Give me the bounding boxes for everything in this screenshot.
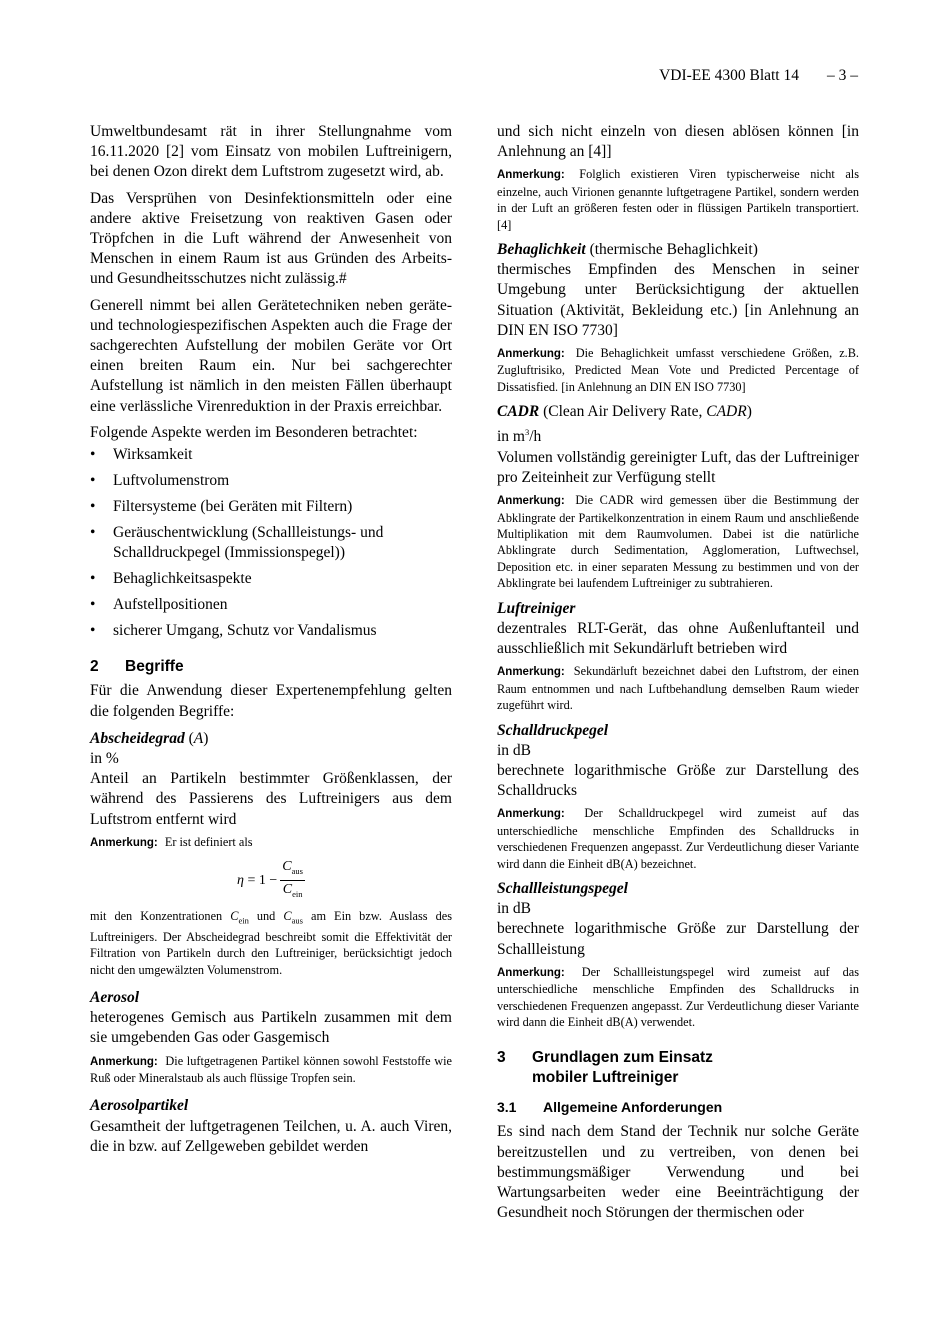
right-column bbox=[497, 122, 859, 1223]
term-note: Anmerkung: Der Schallleistungspegel wird zumeist auf das unterschiedliche menschliche Empfinden des Schalldrucks in verschiedenen Frequenzen angepasst. Zur Verdeutlichung dieser Variante wird dann die Einheit dB(A) verwendet. bbox=[497, 964, 859, 1029]
term-abscheidegrad: Abscheidegrad (A) bbox=[90, 729, 209, 747]
term-note: Anmerkung: Die CADR wird gemessen über die Bestimmung der Abklingrate der Partikelkonzentration in einem Raum und anschließende Multiplikation mit dem Raumvolumen. Dabei ist die natürliche Abklingrate durch Sedimentation, Agglomeration, Luftwechsel, Deposition etc. in einer separaten Messung zu bestimmen und von der Abklingrate bei laufendem Luftreiniger zu subtrahieren. bbox=[497, 493, 859, 591]
term-note: Anmerkung: Sekundärluft bezeichnet dabei den Luftstrom, der einen Raum entnommen und nach Luftbehandlung demselben Raum wieder zugeführt wird. bbox=[497, 664, 859, 713]
term-definition: thermisches Empfinden des Menschen in seiner Umgebung unter Berücksichtigung der aktuellen Situation (Aktivität, Bekleidung etc.) [in Anlehnung an DIN EN ISO 7730] bbox=[497, 261, 859, 339]
term-definition: Anteil an Partikeln bestimmter Größenklassen, der während des Passierens des Luftreinigers aus dem Luftstrom entfernt wird bbox=[90, 770, 452, 828]
list-item: • Geräuschentwicklung (Schallleistungs- und Schalldruckpegel (Immissionspegel)) bbox=[90, 524, 384, 562]
begriffe-intro: Für die Anwendung dieser Expertenempfehlung gelten die folgenden Begriffe: bbox=[90, 682, 452, 720]
term-unit: in dB bbox=[497, 900, 532, 918]
bullet-icon: • bbox=[90, 524, 96, 542]
bullet-icon: • bbox=[90, 622, 96, 640]
term-aerosol: Aerosol bbox=[90, 988, 140, 1006]
list-item: • Wirksamkeit bbox=[90, 445, 452, 465]
list-item: • sicherer Umgang, Schutz vor Vandalismus bbox=[90, 621, 452, 641]
term-unit: in $m^3/h$ bbox=[497, 427, 542, 446]
left-column bbox=[90, 122, 452, 1157]
aspect-list bbox=[90, 445, 452, 641]
list-item: • Aufstellpositionen bbox=[90, 595, 452, 615]
paragraph-umweltbundesamt: Umweltbundesamt rät in ihrer Stellungnahme vom 16.11.2020 [2] vom Einsatz von mobilen Luftreinigern, bei denen Ozon direkt dem Luftstrom zugesetzt wird, ab. bbox=[90, 123, 452, 181]
term-note-continued: mit den Konzentrationen $C_{ein}$ und $C_{aus}$ am Ein bzw. Auslass des Luftreinigers. Der Abscheidegrad beschreibt somit die Effektivität der Filtration von Partikeln durch den Luftreiniger, berücksichtigt jedoch nicht den umgewälzten Volumenstrom. bbox=[90, 908, 453, 977]
paragraph-desinfektion: Das Versprühen von Desinfektionsmitteln oder eine andere aktive Freisetzung von reaktiven Gasen oder Tröpfchen in die Luft während der Anwesenheit von Menschen in einem Raum ist aus Gründen des Arbeits- und Gesundheitsschutzes nicht zulässig.# bbox=[90, 189, 452, 288]
term-definition: dezentrales RLT-Gerät, das ohne Außenluftanteil und ausschließlich mit Sekundärluft betrieben wird bbox=[497, 619, 859, 658]
term-definition: berechnete logarithmische Größe zur Darstellung der Schallleistung bbox=[497, 920, 859, 958]
paragraph-aufstellung: Generell nimmt bei allen Gerätetechniken neben geräte- und technologiespezifischen Aspekten auch die Frage der sachgerechten Aufstellung der mobilen Geräte vor Ort einen breiten Raum ein. Nur bei sachgerechter Aufstellung ist nämlich in den meisten Fällen überhaupt eine verlässliche Virenreduktion in der Praxis erreichbar. bbox=[90, 296, 452, 415]
bullet-icon: • bbox=[90, 570, 96, 588]
bullet-icon: • bbox=[90, 498, 96, 516]
bullet-icon: • bbox=[90, 472, 96, 490]
term-cadr: CADR (Clean Air Delivery Rate, CADR) bbox=[497, 403, 752, 421]
list-item: • Luftvolumenstrom bbox=[90, 471, 452, 491]
term-note: Anmerkung: Er ist definiert als bbox=[90, 834, 253, 849]
term-definition: Volumen vollständig gereinigter Luft, das der Luftreiniger pro Zeiteinheit zur Verfügung stellt bbox=[497, 448, 859, 487]
term-behaglichkeit: Behaglichkeit (thermische Behaglichkeit) bbox=[497, 241, 758, 259]
page-header bbox=[659, 67, 858, 85]
paragraph-aspekte-intro: Folgende Aspekte werden im Besonderen betrachtet: bbox=[90, 423, 418, 441]
term-note: Anmerkung: Die Behaglichkeit umfasst verschiedene Größen, z.B. Zugluftrisiko, Predicted Mean Vote und Predicted Percentage of Dissatisfied. [in Anlehnung an DIN EN ISO 7730] bbox=[497, 346, 859, 394]
term-definition-continued: und sich nicht einzeln von diesen ablösen können [in Anlehnung an [4]] bbox=[497, 123, 859, 161]
term-definition: berechnete logarithmische Größe zur Darstellung des Schalldrucks bbox=[497, 761, 859, 800]
term-unit: in dB bbox=[497, 741, 532, 759]
term-schalldruckpegel: Schalldruckpegel bbox=[497, 721, 609, 739]
term-aerosolpartikel: Aerosolpartikel bbox=[90, 1097, 189, 1115]
paragraph-anforderungen: Es sind nach dem Stand der Technik nur solche Geräte bereitzustellen und zu vertreiben, von denen bei bestimmungsmäßiger Verwendung und bei Wartungsarbeiten weder eine Beeinträchtigung der Gesundheit noch Störungen der thermischen oder bbox=[497, 1123, 859, 1222]
term-unit: in % bbox=[90, 750, 119, 768]
term-schallleistungspegel: Schallleistungspegel bbox=[497, 879, 628, 897]
term-note: Anmerkung: Folglich existieren Viren typischerweise nicht als einzelne, auch Virionen genannte luftgetragene Partikel, sondern werden in der Luft an größeren festen oder in flüssigen Partikeln transportiert. [4] bbox=[497, 167, 860, 232]
section-heading-grundlagen: 3 Grundlagen zum Einsatz mobiler Luftreiniger bbox=[497, 1049, 713, 1087]
term-definition: heterogenes Gemisch aus Partikeln zusammen mit dem sie umgebenden Gas oder Gasgemisch bbox=[90, 1009, 452, 1047]
bullet-icon: • bbox=[90, 446, 96, 464]
term-note: Anmerkung: Die luftgetragenen Partikel können sowohl Feststoffe wie Ruß oder Mineralstaub als auch flüssige Tropfen sein. bbox=[90, 1053, 453, 1085]
section-heading-begriffe: 2 Begriffe bbox=[90, 658, 184, 676]
formula-abscheidegrad: η = 1 − $\frac{C_{aus}}{C_{ein}}$ bbox=[237, 859, 303, 899]
page-number: – 3 – bbox=[827, 67, 858, 84]
term-luftreiniger: Luftreiniger bbox=[497, 599, 576, 617]
term-definition: Gesamtheit der luftgetragenen Teilchen, u. A. auch Viren, die in bzw. auf Zellgeweben gebildet werden bbox=[90, 1117, 452, 1155]
list-item: • Behaglichkeitsaspekte bbox=[90, 569, 452, 589]
bullet-icon: • bbox=[90, 596, 96, 614]
term-note: Anmerkung: Der Schalldruckpegel wird zumeist auf das unterschiedliche menschliche Empfinden des Schalldrucks in verschiedenen Frequenzen angepasst. Zur Verdeutlichung dieser Variante wird dann die Einheit dB(A) bezeichnet. bbox=[497, 806, 859, 871]
list-item: • Filtersysteme (bei Geräten mit Filtern) bbox=[90, 497, 452, 517]
document-id: VDI-EE 4300 Blatt 14 bbox=[659, 67, 799, 84]
subsection-heading-anforderungen: 3.1 Allgemeine Anforderungen bbox=[497, 1099, 723, 1116]
